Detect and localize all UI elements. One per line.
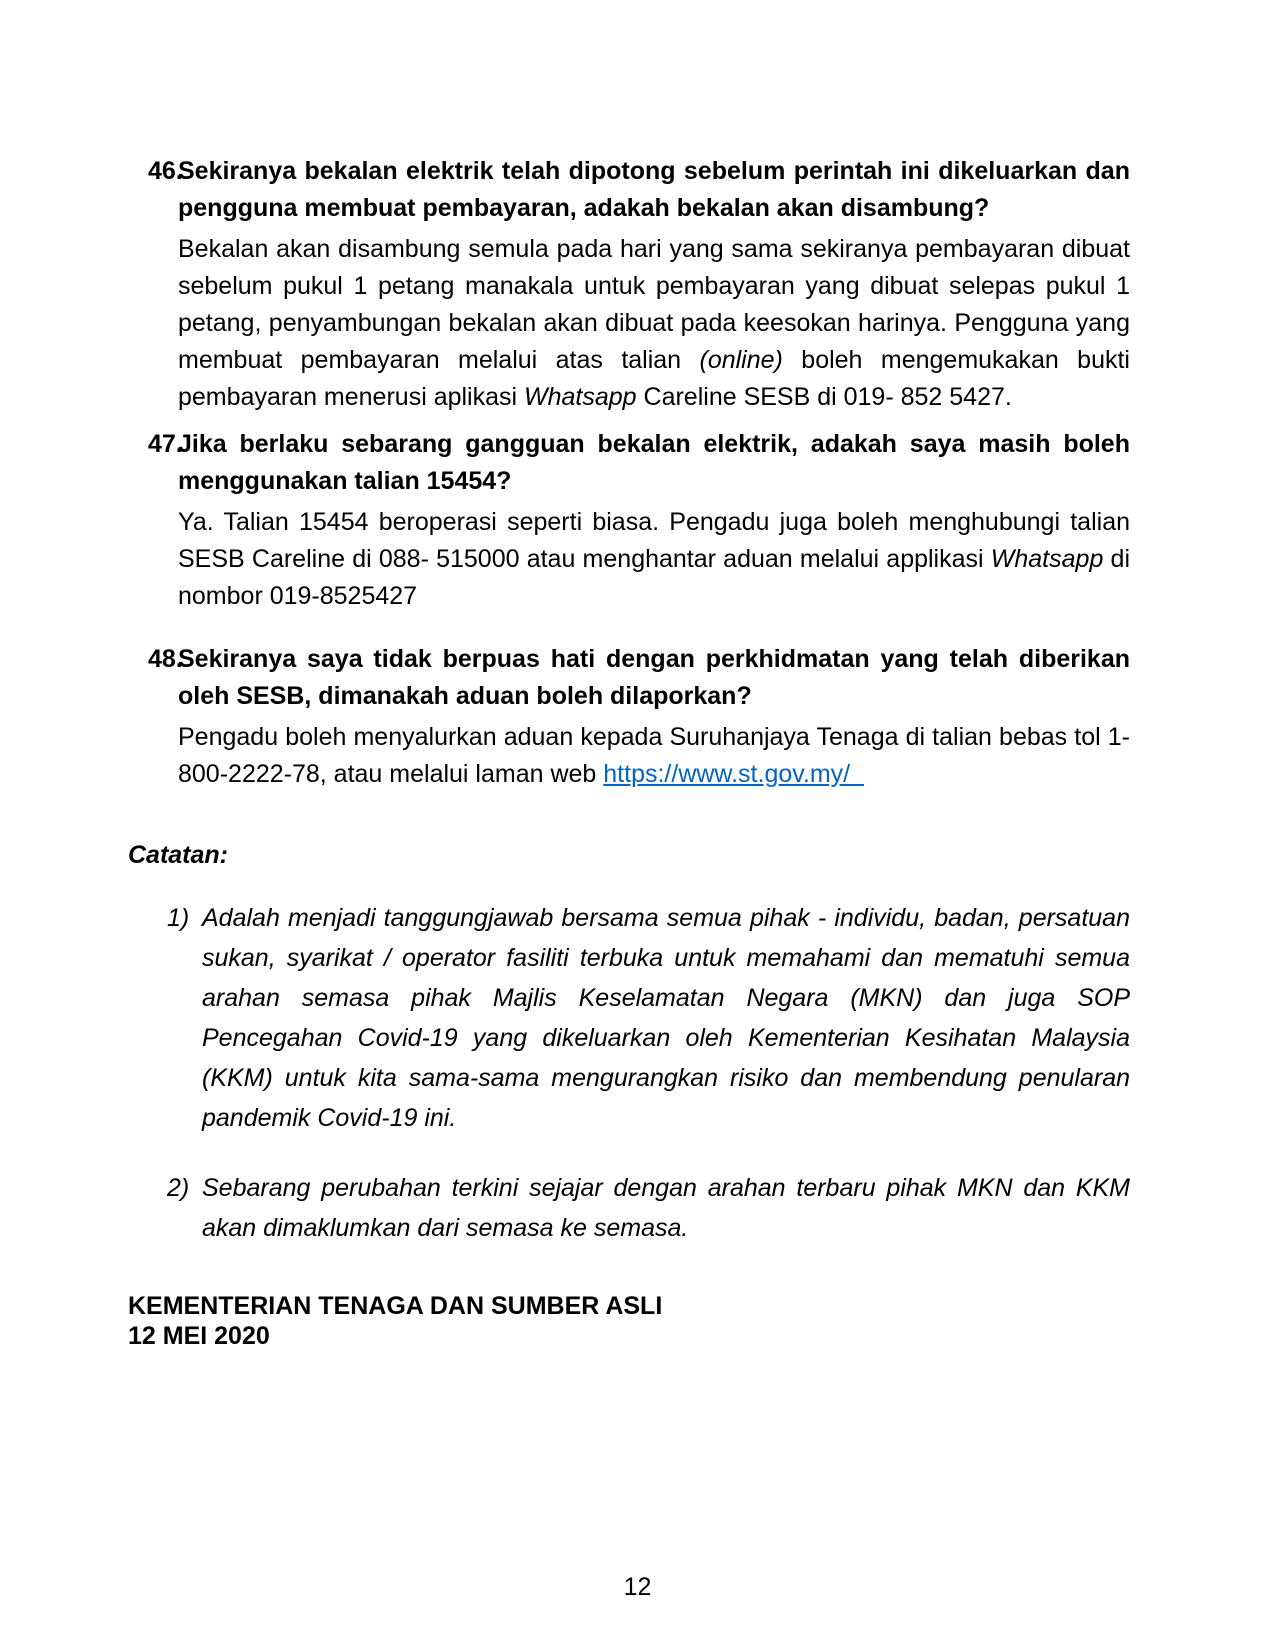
question-text: Sekiranya bekalan elektrik telah dipotong sebelum perintah ini dikeluarkan dan pengguna membuat pembayaran, adakah bekalan akan disambung? [178,157,1130,222]
ministry-name: KEMENTERIAN TENAGA DAN SUMBER ASLI [128,1292,663,1320]
faq-item-46 [148,153,1130,416]
notes-section [128,837,1130,1248]
text-segment: Pengadu boleh menyalurkan aduan kepada Suruhanjaya Tenaga di talian bebas tol 1-800-2222-78, atau melalui laman web [178,723,1130,788]
text-segment: Ya. Talian 15454 beroperasi seperti biasa. Pengadu juga boleh menghubungi talian SESB Careline di 088- 515000 atau menghantar aduan melalui applikasi [178,508,1130,573]
note-text: Adalah menjadi tanggungjawab bersama semua pihak - individu, badan, persatuan sukan, syarikat / operator fasiliti terbuka untuk memahami dan mematuhi semua arahan semasa pihak Majlis Keselamatan Negara (MKN) dan juga SOP Pencegahan Covid-19 yang dikeluarkan oleh Kementerian Kesihatan Malaysia (KKM) untuk kita sama-sama mengurangkan risiko dan membendung penularan pandemik Covid-19 ini. [202,904,1130,1132]
answer-text [178,719,1130,793]
question-block-46 [148,153,1130,227]
question-block-48 [148,641,1130,715]
question-number: 47. [148,430,183,458]
question-text: Sekiranya saya tidak berpuas hati dengan perkhidmatan yang telah diberikan oleh SESB, dimanakah aduan boleh dilaporkan? [178,645,1130,710]
text-segment: boleh mengemukakan bukti pembayaran menerusi aplikasi [178,346,1130,411]
italic-text-segment: (online) [699,346,783,374]
page-content [128,153,1130,1351]
question-block-47 [148,426,1130,500]
note-item-2 [128,1168,1130,1248]
text-segment: Bekalan akan disambung semula pada hari yang sama sekiranya pembayaran dibuat sebelum pukul 1 petang manakala untuk pembayaran yang dibuat selepas pukul 1 petang, penyambungan bekalan akan dibuat pada keesokan harinya. Pengguna yang membuat pembayaran melalui atas talian [178,235,1130,374]
answer-text [178,504,1130,615]
text-segment: Careline SESB di 019- 852 5427. [636,383,1012,411]
question-number: 46. [148,157,183,185]
document-footer [128,1291,1130,1351]
notes-heading: Catatan: [128,841,229,869]
note-item-1 [128,898,1130,1138]
faq-item-47 [148,426,1130,615]
italic-text-segment: Whatsapp [990,545,1104,573]
note-text: Sebarang perubahan terkini sejajar dengan arahan terbaru pihak MKN dan KKM akan dimaklumkan dari semasa ke semasa. [202,1174,1130,1242]
question-number: 48. [148,645,183,673]
note-number: 2) [167,1174,190,1202]
question-text: Jika berlaku sebarang gangguan bekalan elektrik, adakah saya masih boleh menggunakan talian 15454? [178,430,1130,495]
text-segment: di nombor 019-8525427 [178,545,1130,610]
page-number: 12 [623,1573,652,1601]
italic-text-segment: Whatsapp [524,383,637,411]
document-date: 12 MEI 2020 [128,1322,270,1350]
answer-text [178,231,1130,416]
note-number: 1) [167,904,190,932]
st-gov-hyperlink[interactable]: https://www.st.gov.my/ [603,760,851,788]
faq-item-48 [148,641,1130,793]
